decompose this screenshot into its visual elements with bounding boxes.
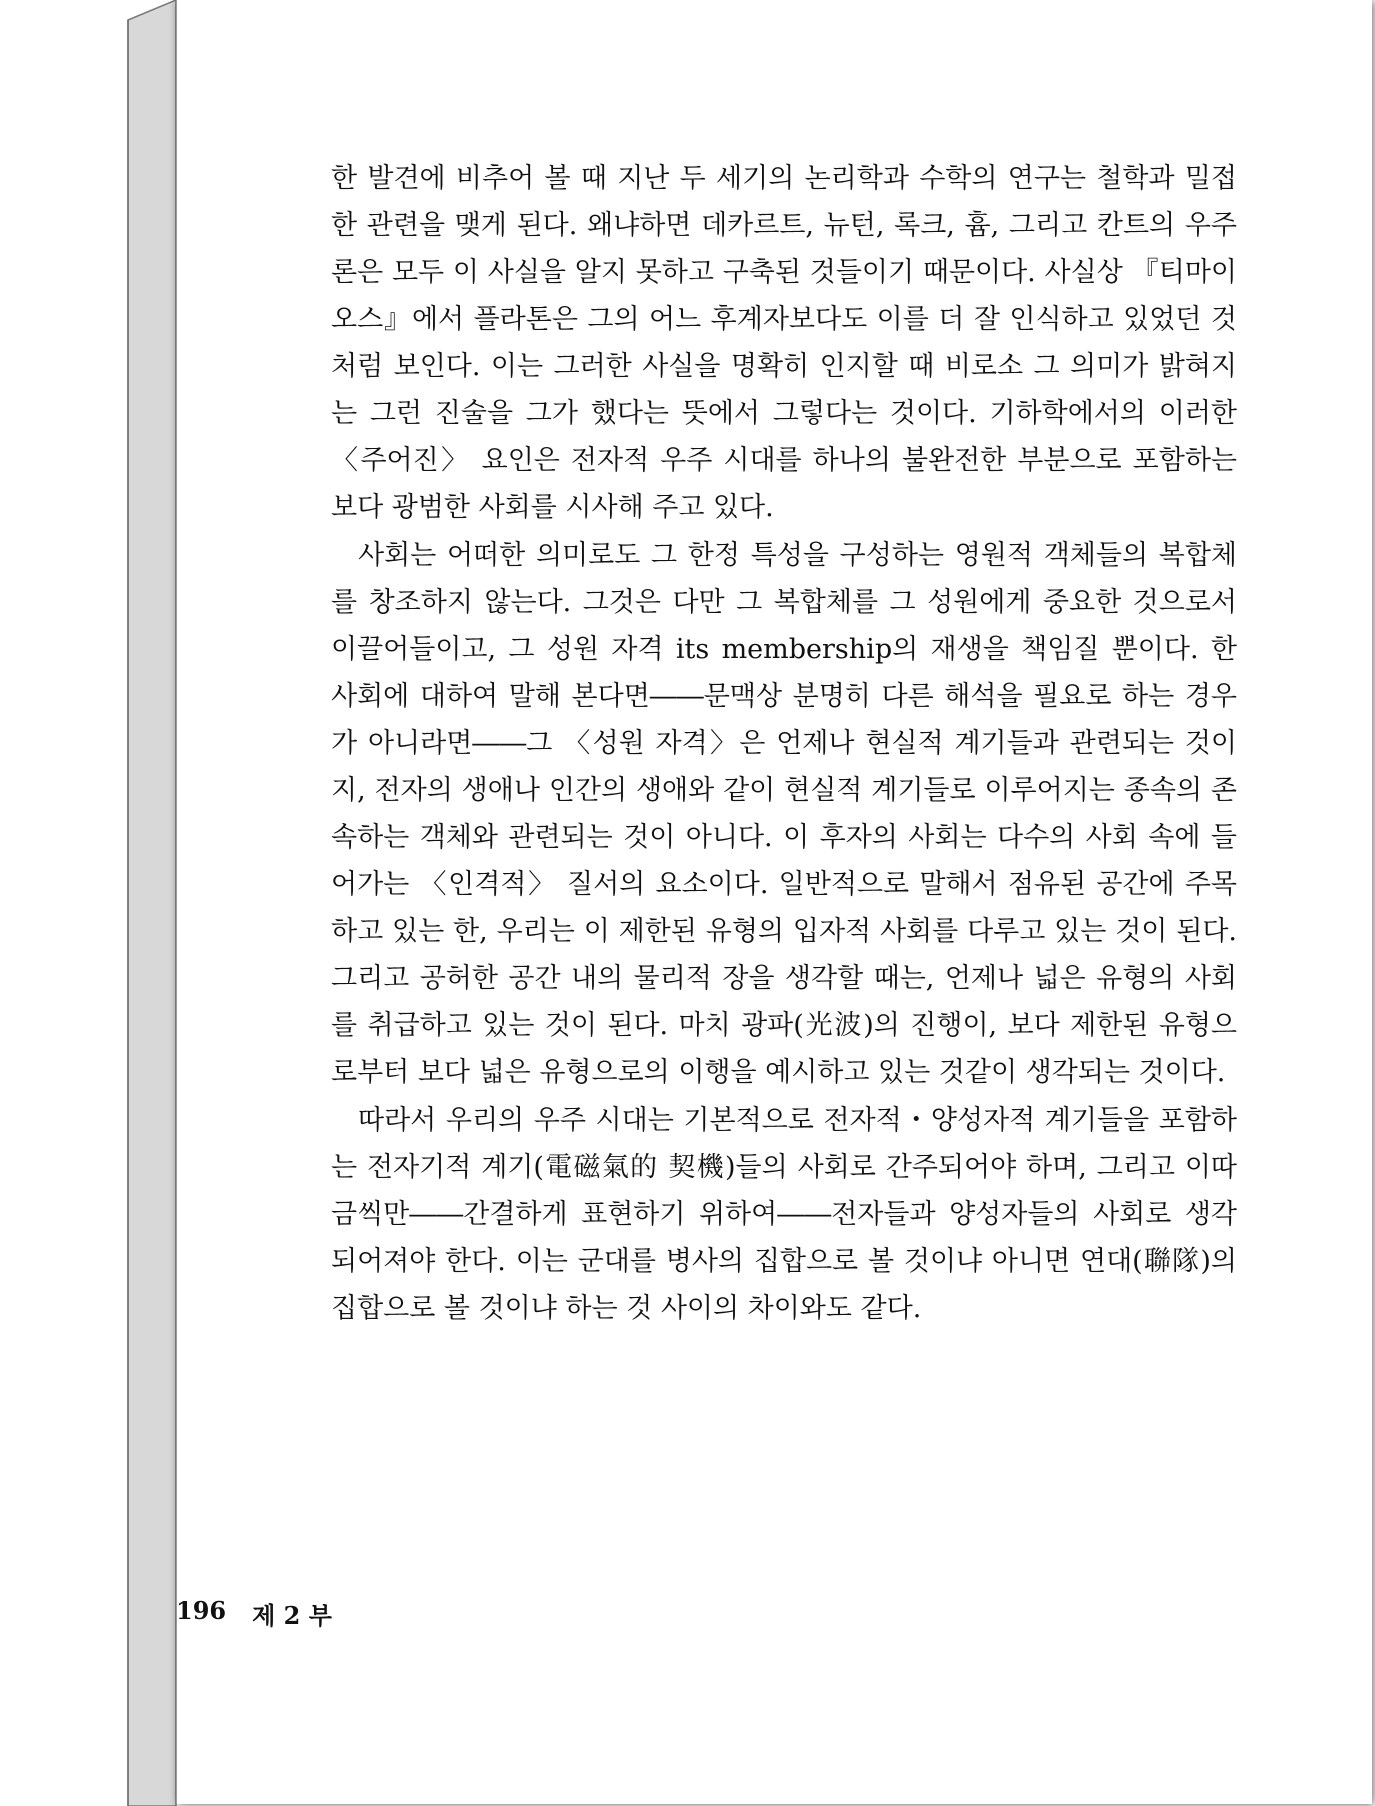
part-label: 제 2 부: [252, 1601, 332, 1630]
paragraph-2: 사회는 어떠한 의미로도 그 한정 특성을 구성하는 영원적 객체들의 복합체를 창조하지 않는다. 그것은 다만 그 복합체를 그 성원에게 중요한 것으로서 이끌어들이고, 그 성원 자격 its membership의 재생을 책임질 뿐이다. 한 사회에 대하여 말해 본다면――문맥상 분명히 다른 해석을 필요로 하는 경우가 아니라면――그 〈성원 자격〉은 언제나 현실적 계기들과 관련되는 것이지, 전자의 생애나 인간의 생애와 같이 현실적 계기들로 이루어지는 종속의 존속하는 객체와 관련되는 것이 아니다. 이 후자의 사회는 다수의 사회 속에 들어가는 〈인격적〉 질서의 요소이다. 일반적으로 말해서 점유된 공간에 주목하고 있는 한, 우리는 이 제한된 유형의 입자적 사회를 다루고 있는 것이 된다. 그리고 공허한 공간 내의 물리적 장을 생각할 때는, 언제나 넓은 유형의 사회를 취급하고 있는 것이 된다. 마치 광파(光波)의 진행이, 보다 제한된 유형으로부터 보다 넓은 유형으로의 이행을 예시하고 있는 것같이 생각되는 것이다.: [331, 540, 1237, 1088]
page-number: 196: [176, 1596, 227, 1625]
book-spine: [0, 0, 180, 1806]
page-footer: [176, 1596, 332, 1631]
paragraph-3: 따라서 우리의 우주 시대는 기본적으로 전자적・양성자적 계기들을 포함하는 전자기적 계기(電磁氣的 契機)들의 사회로 간주되어야 하며, 그리고 이따금씩만――간결하게 표현하기 위하여――전자들과 양성자들의 사회로 생각되어져야 한다. 이는 군대를 병사의 집합으로 볼 것이냐 아니면 연대(聯隊)의 집합으로 볼 것이냐 하는 것 사이의 차이와도 같다.: [331, 1105, 1237, 1324]
body-text: [331, 155, 1237, 1332]
book-page: [176, 0, 1372, 1804]
paragraph-1: 한 발견에 비추어 볼 때 지난 두 세기의 논리학과 수학의 연구는 철학과 밀접한 관련을 맺게 된다. 왜냐하면 데카르트, 뉴턴, 록크, 흄, 그리고 칸트의 우주론은 모두 이 사실을 알지 못하고 구축된 것들이기 때문이다. 사실상 『티마이오스』에서 플라톤은 그의 어느 후계자보다도 이를 더 잘 인식하고 있었던 것처럼 보인다. 이는 그러한 사실을 명확히 인지할 때 비로소 그 의미가 밝혀지는 그런 진술을 그가 했다는 뜻에서 그렇다는 것이다. 기하학에서의 이러한 〈주어진〉 요인은 전자적 우주 시대를 하나의 불완전한 부분으로 포함하는 보다 광범한 사회를 시사해 주고 있다.: [331, 163, 1237, 523]
